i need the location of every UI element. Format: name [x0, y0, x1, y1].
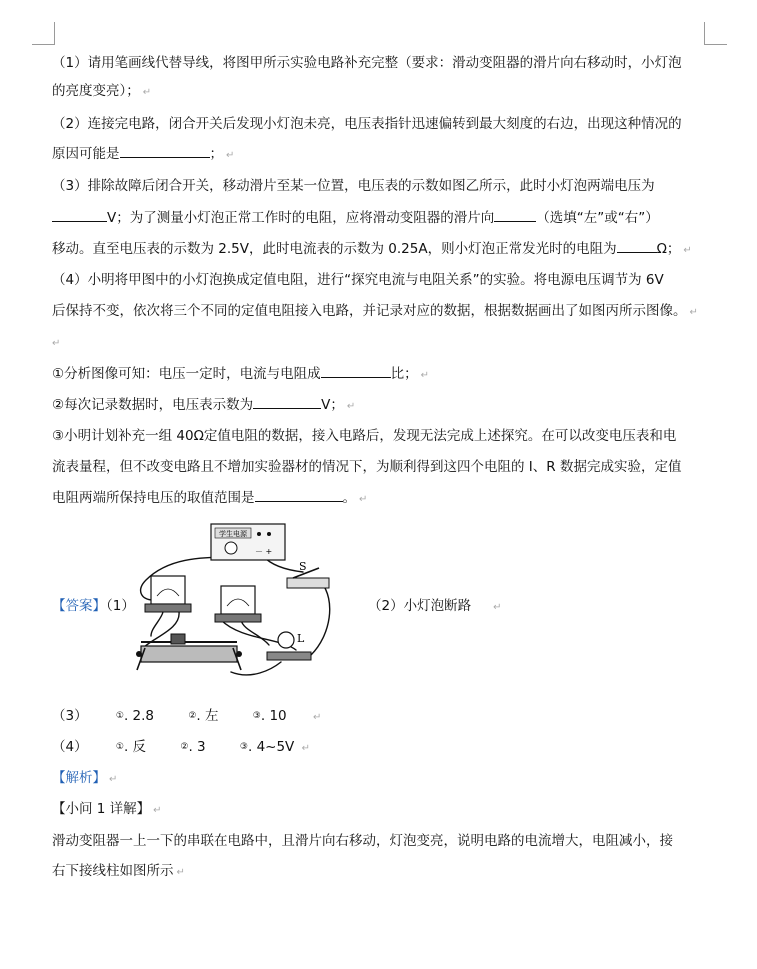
analysis-label: 【解析】 — [52, 770, 106, 786]
answer-blank[interactable] — [255, 489, 343, 502]
rheostat-slider — [171, 634, 185, 644]
answer-blank[interactable] — [617, 240, 657, 253]
return-mark: ↵ — [142, 87, 152, 98]
analysis-line-2: 右下接线柱如图所示 ↵ — [52, 863, 185, 879]
q4-sub-3-line-2: 流表量程，但不改变电路且不增加实验器材的情况下，为顺利得到这四个电阻的 I、R 数据完成实验，定值 — [52, 459, 682, 475]
power-supply-label: 学生电源 — [219, 530, 247, 538]
ammeter — [151, 576, 185, 604]
q2-line-2: 原因可能是 ； ↵ — [52, 146, 235, 162]
lamp-bulb-icon — [278, 632, 294, 648]
lamp-label: L — [297, 632, 305, 645]
q4-line-2: 后保持不变，依次将三个不同的定值电阻接入电路，并记录对应的数据，根据数据画出了如图丙所示图像。 ↵ — [52, 303, 698, 319]
q1-line-2: 的亮度变亮）； ↵ — [52, 83, 152, 99]
q3-line-2: V；为了测量小灯泡正常工作时的电阻，应将滑动变阻器的滑片向 （选填“左”或“右”） — [52, 209, 659, 227]
q4-sub-1: ①分析图像可知：电压一定时，电流与电阻成 比； ↵ — [52, 366, 429, 382]
circuit-figure — [131, 520, 351, 690]
rheostat — [141, 646, 237, 662]
q4-line-1: （4）小明将甲图中的小灯泡换成定值电阻，进行“探究电流与电阻关系”的实验。将电源电压调节为 6V — [52, 272, 664, 288]
analysis-sub-label-line: 【小问 1 详解】 ↵ — [52, 801, 162, 817]
answer-blank[interactable] — [321, 365, 391, 378]
wire — [241, 620, 269, 645]
switch — [287, 578, 329, 588]
q1-line-1: （1）请用笔画线代替导线，将图甲所示实验电路补充完整（要求：滑动变阻器的滑片向右移动时，小灯泡 — [52, 55, 682, 71]
switch-label: S — [299, 560, 307, 573]
voltmeter — [221, 586, 255, 614]
answer-blank[interactable] — [494, 209, 536, 222]
analysis-label-line: 【解析】 ↵ — [52, 770, 118, 786]
q2-line-1: （2）连接完电路，闭合开关后发现小灯泡未亮，电压表指针迅速偏转到最大刻度的右边，出现这种情况的 — [52, 116, 682, 132]
answer-line-1: 【答案】（1） — [52, 598, 135, 614]
q4-sub-2: ②每次记录数据时，电压表示数为 V； ↵ — [52, 397, 356, 413]
answer-label: 【答案】 — [52, 598, 106, 614]
page-corner-top-right — [704, 22, 727, 45]
q3-line-3: 移动。直至电压表的示数为 2.5V，此时电流表的示数为 0.25A，则小灯泡正常发光时的电阻为 Ω； ↵ — [52, 241, 692, 257]
power-terminal-signs: － + — [255, 547, 273, 556]
power-knob-icon — [225, 542, 237, 554]
q4-sub-3-line-1: ③小明计划补充一组 40Ω定值电阻的数据，接入电路后，发现无法完成上述探究。在可以改变电压表和电 — [52, 428, 677, 444]
wire — [151, 612, 163, 636]
q3-line-1: （3）排除故障后闭合开关，移动滑片至某一位置，电压表的示数如图乙所示，此时小灯泡两端电压为 — [52, 178, 655, 194]
answer-blank[interactable] — [253, 396, 321, 409]
answer-part-2: （2）小灯泡断路 ↵ — [368, 598, 502, 614]
lamp-base — [267, 652, 311, 660]
answer-blank[interactable] — [120, 145, 210, 158]
answer-blank[interactable] — [52, 209, 107, 222]
analysis-line-1: 滑动变阻器一上一下的串联在电路中，且滑片向右移动，灯泡变亮，说明电路的电流增大，电阻减小，接 — [52, 833, 673, 849]
answer-line-3: （3） ①. 2.8 ②. 左 ③. 10 ↵ — [52, 708, 322, 724]
analysis-sub-label: 【小问 1 详解】 — [52, 801, 151, 817]
wire — [311, 582, 330, 655]
empty-line: ↵ — [52, 338, 61, 349]
answer-line-4: （4） ①. 反 ②. 3 ③. 4~5V ↵ — [52, 739, 310, 755]
q4-sub-3-line-3: 电阻两端所保持电压的取值范围是 。 ↵ — [52, 490, 368, 506]
page-corner-top-left — [32, 22, 55, 45]
